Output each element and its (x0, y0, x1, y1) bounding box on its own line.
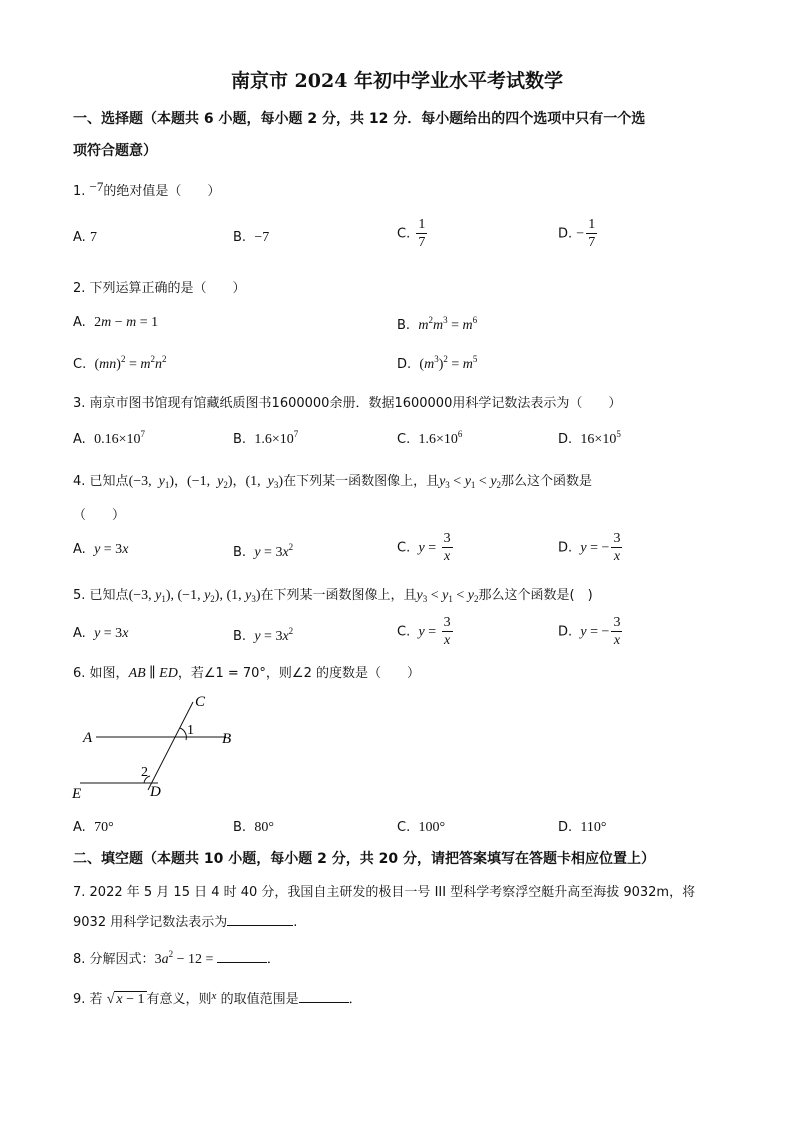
q2-option-c[interactable]: C. $(mn)^2 = m^2n^2$ (73, 354, 167, 372)
q1-text: 的绝对值是（ ） (103, 184, 221, 199)
line-cd (148, 702, 193, 790)
question-9: 9. 若 √ x − 1 有意义，则$^x$ 的取值范围是 ． (73, 990, 362, 1007)
q6-option-b[interactable]: B. 80° (233, 820, 274, 835)
label-d: D (150, 784, 161, 800)
q4-option-d[interactable]: D. y = − $\frac{3}{x}$ (558, 531, 621, 564)
q4-paren: （ ） (73, 508, 126, 523)
q1-option-b[interactable]: B. −7 (233, 230, 270, 245)
question-5: 5. 已知点(−3, $y_1$), (−1, $y_2$), (1, $y_3$)在下列某一函数图像上，且$y_3 < y_1 < y_2$那么这个函数是( ) (73, 588, 593, 604)
question-4: 4. 已知点(−3, $y_1$)，(−1, $y_2$)，(1, $y_3$)在下列某一函数图像上，且$y_3 < y_1 < y_2$那么这个函数是 (73, 474, 593, 490)
q1-option-c[interactable]: C. $\frac{1}{7}$ (397, 217, 426, 250)
angle-1-arc (180, 728, 186, 740)
q2-option-b[interactable]: B. $m^2m^3 = m^6$ (397, 315, 478, 333)
question-1 (73, 180, 220, 199)
q8-answer-blank[interactable] (217, 951, 267, 963)
label-angle-2: 2 (141, 765, 148, 780)
q5-option-a[interactable]: A. y = 3x (73, 626, 129, 641)
label-angle-1: 1 (187, 723, 194, 738)
section-1-heading-line2: 项符合题意） (73, 143, 157, 159)
section-2-heading: 二、填空题（本题共 10 小题，每小题 2 分，共 20 分，请把答案填写在答题卡相应位置上） (73, 851, 655, 867)
question-6: 6. 如图，AB ∥ ED，若∠1 = 70°，则∠2 的度数是（ ） (73, 666, 420, 681)
q5-option-d[interactable]: D. y = − $\frac{3}{x}$ (558, 615, 621, 648)
q3-option-c[interactable]: C. $1.6\times 10^6$ (397, 429, 463, 447)
q3-option-b[interactable]: B. $1.6\times 10^7$ (233, 429, 299, 447)
label-b: B (222, 731, 232, 747)
q3-option-a[interactable]: A. $0.16\times 10^7$ (73, 429, 145, 447)
q4-option-a[interactable]: A. y = 3x (73, 542, 129, 557)
q1-expr: −7 (89, 179, 104, 194)
q2-option-a[interactable]: A. 2m − m = 1 (73, 315, 159, 330)
question-7-line2: 9032 用科学记数法表示为 . (73, 915, 298, 930)
q5-option-b[interactable]: B. $y = 3x^2$ (233, 626, 294, 644)
q1-option-d[interactable]: D. − $\frac{1}{7}$ (558, 217, 596, 250)
q7-answer-blank[interactable] (227, 914, 293, 926)
q6-option-a[interactable]: A. 70° (73, 820, 114, 835)
question-3: 3. 南京市图书馆现有馆藏纸质图书1600000余册．数据1600000用科学记数法表示为（ ） (73, 396, 622, 411)
q6-geometry-figure (68, 690, 248, 805)
label-a: A (83, 730, 93, 746)
question-2: 2. 下列运算正确的是（ ） (73, 281, 246, 296)
q4-option-b[interactable]: B. $y = 3x^2$ (233, 542, 294, 560)
q4-option-c[interactable]: C. y = $\frac{3}{x}$ (397, 531, 451, 564)
label-e: E (72, 786, 82, 802)
q6-option-d[interactable]: D. 110° (558, 820, 607, 835)
q6-option-c[interactable]: C. 100° (397, 820, 446, 835)
q1-number: 1. (73, 184, 86, 199)
q9-answer-blank[interactable] (299, 991, 349, 1003)
q5-option-c[interactable]: C. y = $\frac{3}{x}$ (397, 615, 451, 648)
page-title: 南京市 2024 年初中学业水平考试数学 (230, 70, 564, 92)
q3-option-d[interactable]: D. $16\times 10^5$ (558, 429, 621, 447)
question-7-line1: 7. 2022 年 5 月 15 日 4 时 40 分，我国自主研发的极目一号 III 型科学考察浮空艇升高至海拔 9032m，将 (73, 885, 696, 900)
q2-option-d[interactable]: D. $(m^3)^2 = m^5$ (397, 354, 478, 372)
section-1-heading-line1: 一、选择题（本题共 6 小题，每小题 2 分，共 12 分．每小题给出的四个选项中只有一个选 (73, 111, 646, 127)
q1-option-a[interactable]: A. 7 (73, 230, 97, 245)
label-c: C (195, 694, 206, 710)
question-8: 8. 分解因式：$3a^2 - 12$ = ． (73, 949, 280, 967)
